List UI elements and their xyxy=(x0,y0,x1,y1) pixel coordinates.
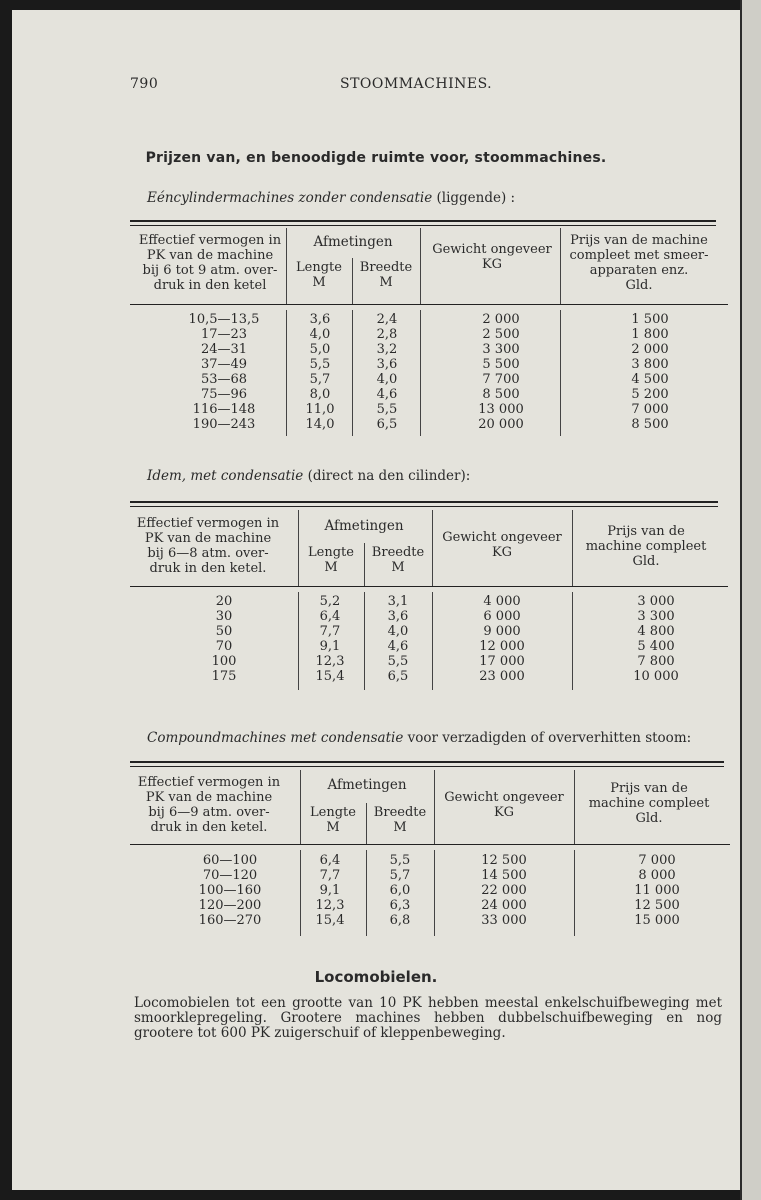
running-title: STOOMMACHINES. xyxy=(340,76,493,92)
table1-header-weight xyxy=(420,242,564,272)
header-line: druk in den ketel xyxy=(153,278,267,293)
table1-header-length xyxy=(286,260,352,290)
cell-power: 100 xyxy=(211,654,237,669)
cell-length: 3,6 xyxy=(309,312,331,327)
table2-header-length xyxy=(300,545,362,575)
cell-length: 15,4 xyxy=(315,669,345,684)
header-line: PK van de machine xyxy=(146,248,274,263)
table3-header-weight xyxy=(434,790,574,820)
table3-caption xyxy=(147,730,691,746)
table3-caption-rest: voor verzadigden of oververhitten stoom: xyxy=(407,730,692,746)
table-row xyxy=(130,417,730,432)
table1-header-price xyxy=(560,233,718,293)
header-line: Breedte xyxy=(359,260,413,275)
cell-power: 24—31 xyxy=(200,342,248,357)
cell-length: 4,0 xyxy=(309,327,331,342)
table1-vrule xyxy=(420,228,421,304)
cell-weight: 33 000 xyxy=(481,913,527,928)
cell-price: 2 000 xyxy=(631,342,669,357)
cell-length: 7,7 xyxy=(319,868,341,883)
header-line: M xyxy=(391,560,405,575)
cell-length: 9,1 xyxy=(319,883,341,898)
cell-width: 5,7 xyxy=(389,868,411,883)
cell-length: 5,5 xyxy=(309,357,331,372)
cell-weight: 3 300 xyxy=(482,342,520,357)
cell-price: 3 300 xyxy=(637,609,675,624)
cell-width: 6,8 xyxy=(389,913,411,928)
table3-header-power xyxy=(130,775,288,835)
section-heading: Locomobielen. xyxy=(314,968,438,986)
table1-header-dims: Afmetingen xyxy=(313,234,393,250)
header-line: bij 6—9 atm. over- xyxy=(148,805,270,820)
cell-price: 7 000 xyxy=(631,402,669,417)
cell-weight: 20 000 xyxy=(478,417,524,432)
table-row xyxy=(130,609,730,624)
cell-weight: 7 700 xyxy=(482,372,520,387)
header-line: M xyxy=(324,560,338,575)
cell-weight: 5 500 xyxy=(482,357,520,372)
table-row xyxy=(130,327,730,342)
cell-width: 6,5 xyxy=(387,669,409,684)
table-row xyxy=(130,639,730,654)
table3-caption-italic: Compoundmachines met condensatie xyxy=(147,730,404,746)
table3-header-rule xyxy=(130,844,730,845)
table3-vrule xyxy=(434,770,435,844)
cell-weight: 17 000 xyxy=(479,654,525,669)
cell-price: 3 000 xyxy=(637,594,675,609)
table-row xyxy=(130,898,730,913)
cell-power: 60—100 xyxy=(202,853,258,868)
cell-width: 6,3 xyxy=(389,898,411,913)
cell-price: 1 500 xyxy=(631,312,669,327)
cell-power: 190—243 xyxy=(192,417,256,432)
header-line: Gewicht ongeveer xyxy=(442,530,562,545)
table3-top-rule xyxy=(130,761,724,763)
cell-weight: 8 500 xyxy=(482,387,520,402)
cell-width: 5,5 xyxy=(387,654,409,669)
cell-price: 11 000 xyxy=(634,883,680,898)
table3-header-length xyxy=(300,805,366,835)
header-line: Gld. xyxy=(632,554,660,569)
cell-width: 6,5 xyxy=(376,417,398,432)
table2-header-power xyxy=(130,516,286,576)
table3-vrule xyxy=(366,803,367,844)
header-line: Effectief vermogen in xyxy=(136,516,280,531)
header-line: bij 6 tot 9 atm. over- xyxy=(142,263,278,278)
cell-price: 4 800 xyxy=(637,624,675,639)
table-row xyxy=(130,357,730,372)
table2-top-rule xyxy=(130,501,718,503)
table1-vrule xyxy=(352,258,353,304)
header-line: compleet met smeer- xyxy=(569,248,709,263)
table-row xyxy=(130,913,730,928)
running-header xyxy=(12,76,740,96)
table3-vrule xyxy=(574,770,575,844)
cell-width: 2,8 xyxy=(376,327,398,342)
cell-weight: 24 000 xyxy=(481,898,527,913)
cell-power: 100—160 xyxy=(198,883,262,898)
cell-length: 6,4 xyxy=(319,853,341,868)
cell-power: 116—148 xyxy=(192,402,256,417)
cell-price: 1 800 xyxy=(631,327,669,342)
cell-length: 12,3 xyxy=(315,898,345,913)
header-line: Lengte xyxy=(296,260,342,275)
book-page xyxy=(12,10,740,1190)
header-line: Gld. xyxy=(625,278,653,293)
table1-vrule xyxy=(560,228,561,304)
table-row xyxy=(130,402,730,417)
cell-price: 12 500 xyxy=(634,898,680,913)
table1-header-width xyxy=(352,260,420,290)
table1-caption-italic: Eéncylindermachines zonder condensatie xyxy=(147,190,433,206)
header-line: M xyxy=(379,275,393,290)
cell-price: 4 500 xyxy=(631,372,669,387)
cell-power: 20 xyxy=(215,594,233,609)
table2-vrule xyxy=(298,510,299,586)
table2-header-price xyxy=(572,524,720,569)
cell-width: 4,0 xyxy=(376,372,398,387)
cell-weight: 2 500 xyxy=(482,327,520,342)
header-line: M xyxy=(312,275,326,290)
cell-width: 5,5 xyxy=(376,402,398,417)
cell-width: 4,6 xyxy=(376,387,398,402)
cell-length: 5,7 xyxy=(309,372,331,387)
table3-header-dims: Afmetingen xyxy=(327,777,407,793)
cell-width: 4,6 xyxy=(387,639,409,654)
cell-length: 15,4 xyxy=(315,913,345,928)
cell-price: 15 000 xyxy=(634,913,680,928)
cell-power: 70—120 xyxy=(202,868,258,883)
cell-width: 3,2 xyxy=(376,342,398,357)
header-line: machine compleet xyxy=(585,539,707,554)
next-page-edge xyxy=(742,0,761,1200)
table-row xyxy=(130,883,730,898)
table2-caption-rest: (direct na den cilinder): xyxy=(307,468,471,484)
header-line: Lengte xyxy=(310,805,356,820)
header-line: Lengte xyxy=(308,545,354,560)
table-row xyxy=(130,654,730,669)
cell-width: 3,6 xyxy=(387,609,409,624)
cell-width: 6,0 xyxy=(389,883,411,898)
cell-power: 160—270 xyxy=(198,913,262,928)
cell-power: 53—68 xyxy=(200,372,248,387)
table1-header-power xyxy=(130,233,290,293)
cell-length: 8,0 xyxy=(309,387,331,402)
cell-power: 75—96 xyxy=(200,387,248,402)
cell-power: 30 xyxy=(215,609,233,624)
table-row xyxy=(130,594,730,609)
cell-weight: 12 500 xyxy=(481,853,527,868)
cell-length: 5,0 xyxy=(309,342,331,357)
header-line: Gewicht ongeveer xyxy=(432,242,552,257)
header-line: M xyxy=(393,820,407,835)
table2-header-width xyxy=(364,545,432,575)
cell-power: 37—49 xyxy=(200,357,248,372)
header-line: KG xyxy=(481,257,503,272)
cell-price: 10 000 xyxy=(633,669,679,684)
header-line: apparaten enz. xyxy=(589,263,689,278)
cell-weight: 13 000 xyxy=(478,402,524,417)
cell-length: 6,4 xyxy=(319,609,341,624)
cell-weight: 12 000 xyxy=(479,639,525,654)
table2-vrule xyxy=(364,543,365,586)
cell-price: 8 000 xyxy=(638,868,676,883)
table3-vrule xyxy=(300,770,301,844)
table2-top-rule-2 xyxy=(130,506,718,507)
cell-power: 120—200 xyxy=(198,898,262,913)
cell-length: 11,0 xyxy=(305,402,335,417)
table-row xyxy=(130,853,730,868)
table1-vrule xyxy=(286,228,287,304)
cell-width: 3,1 xyxy=(387,594,409,609)
page-title: Prijzen van, en benoodigde ruimte voor, stoommachines. xyxy=(145,150,607,166)
header-line: Prijs van de xyxy=(610,781,688,796)
header-line: KG xyxy=(491,545,513,560)
cell-length: 14,0 xyxy=(305,417,335,432)
table-row xyxy=(130,624,730,639)
header-line: Prijs van de xyxy=(607,524,685,539)
table2-caption-italic: Idem, met condensatie xyxy=(147,468,304,484)
table-row xyxy=(130,372,730,387)
table-row xyxy=(130,868,730,883)
cell-width: 4,0 xyxy=(387,624,409,639)
header-line: bij 6—8 atm. over- xyxy=(147,546,269,561)
table2-vrule xyxy=(572,510,573,586)
cell-length: 12,3 xyxy=(315,654,345,669)
header-line: machine compleet xyxy=(588,796,710,811)
cell-weight: 9 000 xyxy=(483,624,521,639)
header-line: Breedte xyxy=(373,805,427,820)
cell-weight: 23 000 xyxy=(479,669,525,684)
cell-length: 9,1 xyxy=(319,639,341,654)
cell-width: 2,4 xyxy=(376,312,398,327)
cell-price: 7 800 xyxy=(637,654,675,669)
cell-length: 7,7 xyxy=(319,624,341,639)
section-paragraph: Locomobielen tot een grootte van 10 PK hebben meestal enkelschuifbeweging met smoorklepregeling. Grootere machines hebben dubbelschuifbeweging en nog grootere tot 600 PK zuigerschuif of kleppenbeweging. xyxy=(134,995,722,1041)
cell-weight: 22 000 xyxy=(481,883,527,898)
cell-power: 10,5—13,5 xyxy=(188,312,260,327)
table1-top-rule xyxy=(130,220,716,222)
cell-weight: 2 000 xyxy=(482,312,520,327)
table1-caption xyxy=(147,190,515,206)
header-line: PK van de machine xyxy=(144,531,272,546)
header-line: Gld. xyxy=(635,811,663,826)
table3-header-price xyxy=(574,781,724,826)
header-line: M xyxy=(326,820,340,835)
table2-header-dims: Afmetingen xyxy=(324,518,404,534)
table-row xyxy=(130,387,730,402)
header-line: Effectief vermogen in xyxy=(137,775,281,790)
table-row xyxy=(130,669,730,684)
cell-price: 5 400 xyxy=(637,639,675,654)
cell-power: 50 xyxy=(215,624,233,639)
cell-weight: 6 000 xyxy=(483,609,521,624)
cell-weight: 4 000 xyxy=(483,594,521,609)
header-line: KG xyxy=(493,805,515,820)
page-number: 790 xyxy=(130,76,159,92)
header-line: Gewicht ongeveer xyxy=(444,790,564,805)
cell-price: 5 200 xyxy=(631,387,669,402)
table-row xyxy=(130,312,730,327)
table2-caption xyxy=(147,468,470,484)
header-line: Prijs van de machine xyxy=(570,233,708,248)
table3-header-width xyxy=(366,805,434,835)
cell-price: 7 000 xyxy=(638,853,676,868)
cell-price: 8 500 xyxy=(631,417,669,432)
cell-power: 70 xyxy=(215,639,233,654)
cell-weight: 14 500 xyxy=(481,868,527,883)
header-line: Effectief vermogen in xyxy=(138,233,282,248)
header-line: druk in den ketel. xyxy=(150,820,268,835)
table2-header-weight xyxy=(432,530,572,560)
cell-power: 17—23 xyxy=(200,327,248,342)
table3-top-rule-2 xyxy=(130,766,724,767)
table1-header-rule xyxy=(130,304,728,305)
table-row xyxy=(130,342,730,357)
table2-vrule xyxy=(432,510,433,586)
table1-top-rule-2 xyxy=(130,225,716,226)
header-line: PK van de machine xyxy=(145,790,273,805)
header-line: Breedte xyxy=(371,545,425,560)
cell-price: 3 800 xyxy=(631,357,669,372)
cell-power: 175 xyxy=(211,669,237,684)
cell-length: 5,2 xyxy=(319,594,341,609)
cell-width: 3,6 xyxy=(376,357,398,372)
header-line: druk in den ketel. xyxy=(149,561,267,576)
cell-width: 5,5 xyxy=(389,853,411,868)
table1-caption-rest: (liggende) : xyxy=(436,190,516,206)
table2-header-rule xyxy=(130,586,728,587)
